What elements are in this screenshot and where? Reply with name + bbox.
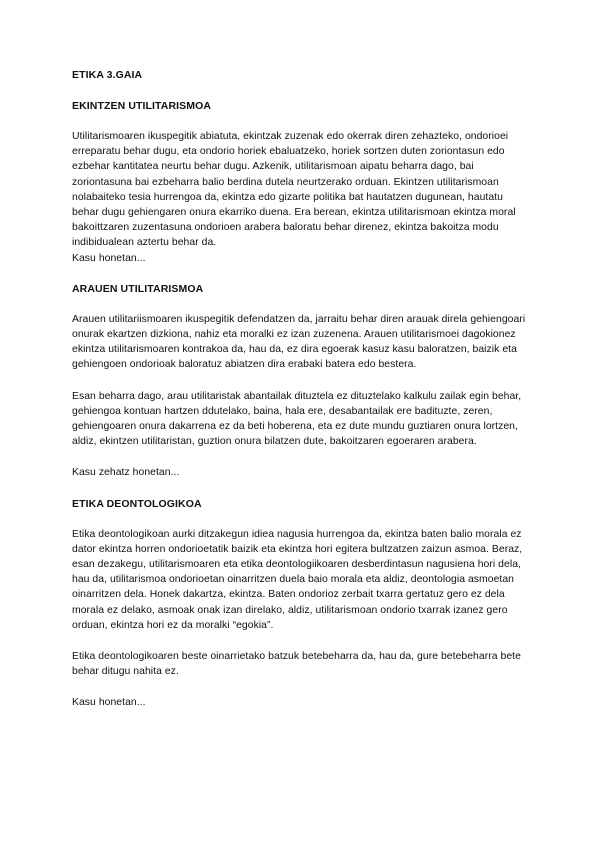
document-title: ETIKA 3.GAIA <box>72 69 143 81</box>
paragraph: Utilitarismoaren ikuspegitik abiatuta, ekintzak zuzenak edo okerrak diren zehazteko, ondorioei erreparatu behar dugu, eta ondorio horiek ebaluatzeko, horiek sortzen duten zoriontasun edo ezbehar kantitatea neurtu behar dugu. Azkenik, utilitarismoan aipatu beharra dago, bai zoriontasuna bai ezbeharra balio berdina dutela neurtzerako orduan. Ekintzen utilitarismoan nolabaiteko tesia hurrengoa da, ekintza edo gizarte politika bat hautatzen dugunean, hautatu behar dugu gehiengaren onura ekarriko duena. Era berean, ekintza utilitarismoan ekintza moral bakoittzaren zuzentasuna ondorioen arabera baloratu behar direnez, ekintza bakoitza modu indibidualean aztertu behar da. <box>72 131 516 249</box>
section-heading-ekintzen-utilitarismoa: EKINTZEN UTILITARISMOA <box>72 100 212 112</box>
paragraph-kasu: Kasu honetan... <box>72 252 146 264</box>
paragraph-kasu: Kasu zehatz honetan... <box>72 467 180 479</box>
paragraph: Etika deontologikoaren beste oinarrietako batzuk betebeharra da, hau da, gure betebeharra bete behar ditugu nahita ez. <box>72 651 521 678</box>
section-heading-etika-deontologikoa: ETIKA DEONTOLOGIKOA <box>72 497 202 510</box>
section-heading-arauen-utilitarismoa: ARAUEN UTILITARISMOA <box>72 282 204 295</box>
paragraph-kasu: Kasu honetan... <box>72 697 146 709</box>
document-page <box>72 68 532 711</box>
paragraph: Esan beharra dago, arau utilitaristak abantailak dituztela ez dituztelako kalkulu zailak egin behar, gehiengoa kontuan hartzen ddutelako, baina, hala ere, desabantailak ere badituzte, zeren, gehiengoaren onura dakarrena ez da beti hoberena, eta ez dute mundu guztiaren onura lortzen, aldiz, ekintzen utilitaristan, guztion onura bilatzen dute, bakoitzaren egoeraren arabera. <box>72 390 522 448</box>
paragraph: Etika deontologikoan aurki ditzakegun idiea nagusia hurrengoa da, ekintza baten balio morala ez dator ekintza horren ondorioetatik baizik eta ekintza hori egitera bultzatzen zaizun asmoa. Beraz, esan dezakegu, utilitarismoaren eta etika deontologiikoaren desberdintasun nagusiena hori dela, hau da, utilitarismoa ondorioetan oinarritzen duela baio morala eta aldiz, deontologia asmoetan oinarritzen dela. Honek dakartza, ekintza. Baten ondorioz zerbait txarra gertatuz gero ez dela morala ez delako, asmoak onak izan direlako, aldiz, utilitarismoan ondorio txarrak izanez gero orduan, ekintza hori ez da moralki “egokia”. <box>72 528 523 631</box>
paragraph: Arauen utilitariismoaren ikuspegitik defendatzen da, jarraitu behar diren arauak direla gehiengoari onurak ekartzen dizkiona, nahiz eta moralki ez izan zuzenena. Arauen utilitarismoei dagokionez ekintza utilitarismoaren kontrakoa da, hau da, ez dira egoerak kasuz kasu baloratzen, baizik eta gehiengoen ondorioak baloratuz abiatzen dira erabaki batera edo bestera. <box>72 313 526 371</box>
